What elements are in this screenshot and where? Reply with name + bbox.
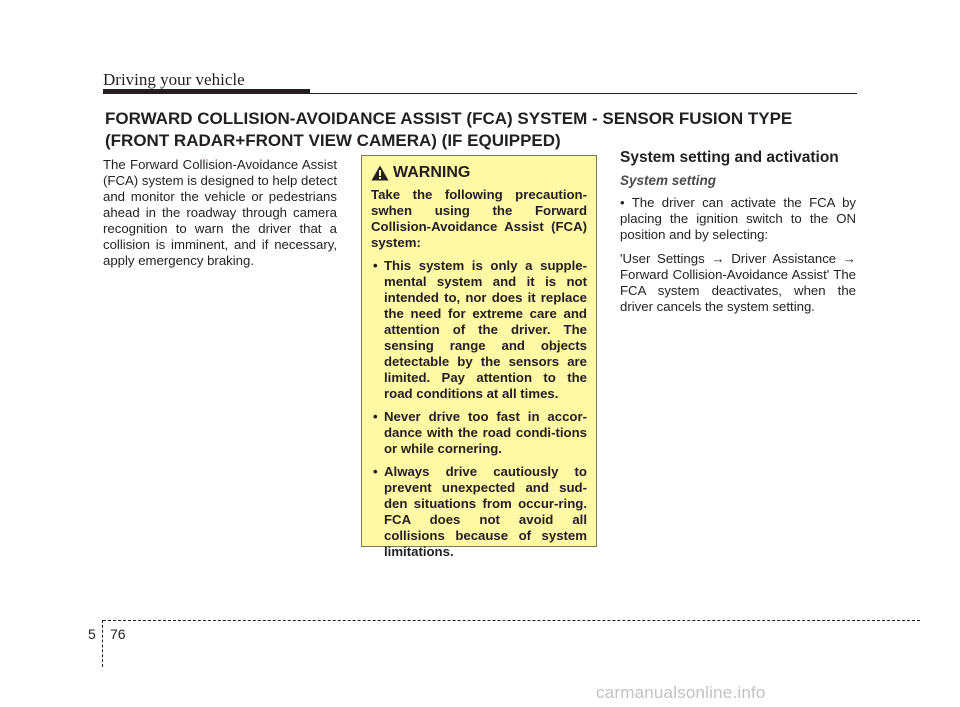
warning-list xyxy=(371,258,587,560)
warning-item-text: Never drive too fast in accor-dance with the road condi-tions or while cornering. xyxy=(384,409,587,456)
header-rule-thin xyxy=(310,93,857,94)
warning-triangle-icon xyxy=(371,165,389,181)
chapter-number: 5 xyxy=(88,626,96,642)
warning-item-text: This system is only a supple-mental system and it is not intended to, nor does it replace the need for extreme care and attention of the driver. The sensing range and objects detectable by the sensors are limited. Pay attention to the road conditions at all times. xyxy=(384,258,587,401)
warning-item xyxy=(371,258,587,402)
page-number: 76 xyxy=(110,626,126,642)
running-header: Driving your vehicle xyxy=(103,70,245,89)
bullet: • xyxy=(373,258,378,273)
warning-item xyxy=(371,409,587,457)
footer-rule-horizontal xyxy=(103,620,920,621)
settings-column xyxy=(620,148,856,323)
section-title-line1: FORWARD COLLISION-AVOIDANCE ASSIST (FCA) SYSTEM - SENSOR FUSION TYPE xyxy=(105,109,793,128)
header-rule-thick xyxy=(103,89,310,94)
settings-para-1: • The driver can activate the FCA by placing the ignition switch to the ON position and by selecting: xyxy=(620,195,856,242)
warning-intro: Take the following precaution-swhen using the Forward Collision-Avoidance Assist (FCA) system: xyxy=(371,187,587,250)
settings-title: System setting and activation xyxy=(620,149,839,166)
warning-item xyxy=(371,464,587,560)
intro-paragraph: The Forward Collision-Avoidance Assist (FCA) system is designed to help detect and monitor the vehicle or pedestrians ahead in the roadway through camera recognition to warn the driver that a collision is imminent, and if necessary, apply emergency braking. xyxy=(103,157,337,268)
watermark: carmanualsonline.info xyxy=(596,683,766,702)
warning-label: WARNING xyxy=(393,164,471,181)
warning-box xyxy=(361,155,597,559)
section-title xyxy=(105,108,865,152)
settings-para-2: 'User Settings → Driver Assistance → Forward Collision-Avoidance Assist' The FCA system deactivates, when the driver cancels the system setting. xyxy=(620,251,856,314)
section-title-line2: (FRONT RADAR+FRONT VIEW CAMERA) (IF EQUIPPED) xyxy=(105,131,561,150)
settings-subtitle: System setting xyxy=(620,173,717,188)
bullet: • xyxy=(373,409,378,424)
footer-rule-vertical xyxy=(102,620,103,667)
bullet: • xyxy=(373,464,378,479)
warning-item-text: Always drive cautiously to prevent unexpected and sud-den situations from occur-ring. FCA does not avoid all collisions because of system limitations. xyxy=(384,464,587,559)
warning-heading xyxy=(371,164,587,182)
